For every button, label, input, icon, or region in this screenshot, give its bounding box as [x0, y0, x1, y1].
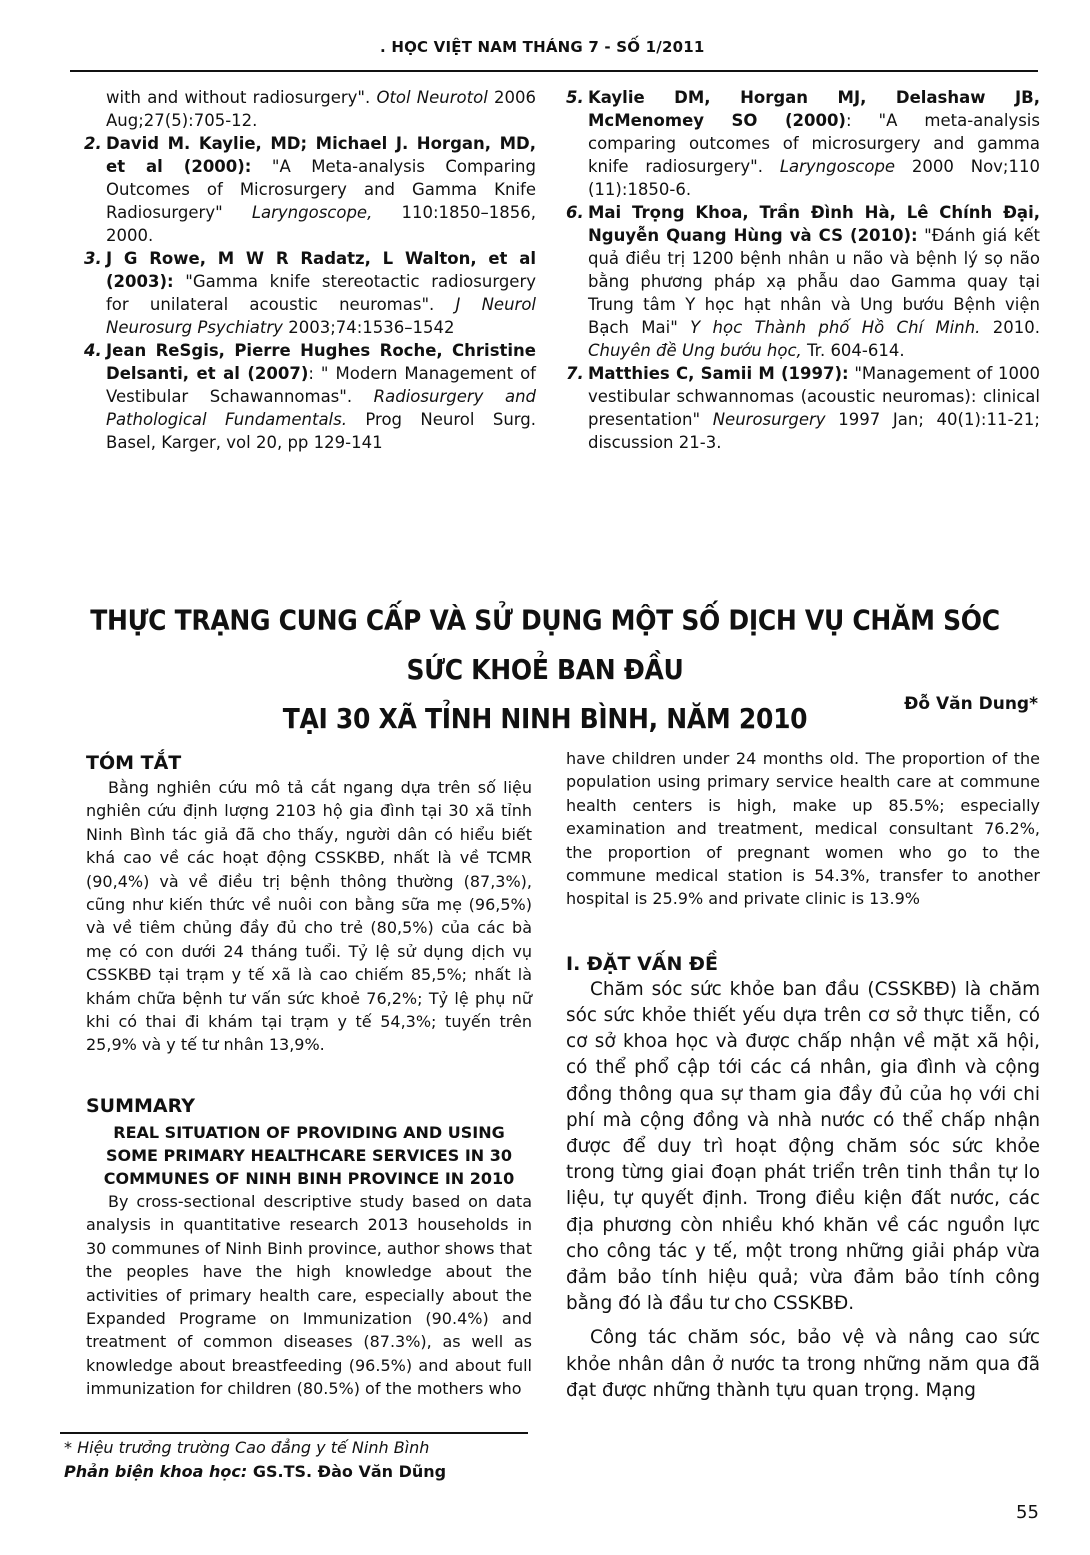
footnote — [64, 1436, 534, 1484]
footnote-reviewer — [64, 1460, 534, 1484]
summary-text-left: By cross-sectional descriptive study based on data analysis in quantitative research 2013 households in 30 communes of Ninh Binh province, author shows that the peoples have the high knowledge about the activities of primary health care, especially about the Expanded Programe on Immunization (90.4%) and treatment of common diseases (87.3%), as well as knowledge about breastfeeding (96.5%) and about full immunization for children (80.5%) of the mothers who — [86, 1191, 532, 1399]
page-number: 55 — [1016, 1502, 1039, 1523]
summary-title: REAL SITUATION OF PROVIDING AND USING SOME PRIMARY HEALTHCARE SERVICES IN 30 COMMUNES OF NINH BINH PROVINCE IN 2010 — [103, 1122, 515, 1188]
running-header: . HỌC VIỆT NAM THÁNG 7 - SỐ 1/2011 — [380, 38, 705, 56]
footnote-affiliation: * Hiệu trưởng trường Cao đẳng y tế Ninh Bình — [64, 1438, 430, 1457]
body-right-column — [566, 747, 1040, 1404]
section-1-heading: I. ĐẶT VẤN ĐỀ — [566, 952, 718, 975]
reference-4: 4. Jean ReSgis, Pierre Hughes Roche, Christine Delsanti, et al (2007): " Modern Management of Vestibular Schawannomas". Radiosurgery and Pathological Fundamentals. Prog Neurol Surg. Basel, Karger, vol 20, pp 129-141 — [84, 341, 537, 452]
footnote-rule — [60, 1432, 528, 1434]
section-1-paragraph-2: Công tác chăm sóc, bảo vệ và nâng cao sức khỏe nhân dân ở nước ta trong những năm qua đã đạt được những thành tựu quan trọng. Mạng — [566, 1327, 1040, 1401]
reference-6: 6. Mai Trọng Khoa, Trần Đình Hà, Lê Chính Đại, Nguyễn Quang Hùng và CS (2010): "Đánh giá kết quả điều trị 1200 bệnh nhân u não và bệnh lý sọ não bằng phương pháp xạ phẫu dao Gamma quay tại Trung tâm Y học hạt nhân và Ung bướu Bệnh viện Bạch Mai" Y học Thành phố Hồ Chí Minh. 2010. Chuyên đề Ung bướu học, Tr. 604-614. — [566, 203, 1041, 360]
summary-text-right: have children under 24 months old. The proportion of the population using primary service health care at commune health centers is high, make up 85.5%; especially examination and treatment, medical consultant 76.2%, the proportion of pregnant women who go to the commune medical station is 54.3%, transfer to another hospital is 25.9% and private clinic is 13.9% — [566, 749, 1040, 909]
footnote-reviewer-label: Phản biện khoa học: — [64, 1462, 248, 1481]
summary-heading: SUMMARY — [86, 1094, 195, 1117]
article-title-line-2: TẠI 30 XÃ TỈNH NINH BÌNH, NĂM 2010 — [282, 702, 808, 735]
reference-3: 3. J G Rowe, M W R Radatz, L Walton, et al (2003): "Gamma knife stereotactic radiosurgery for unilateral acoustic neuromas". J Neurol Neurosurg Psychiatry 2003;74:1536–1542 — [84, 249, 536, 337]
article-title — [60, 596, 1030, 744]
abstract-vi-text: Bằng nghiên cứu mô tả cắt ngang dựa trên số liệu nghiên cứu định lượng 2103 hộ gia đình tại 30 xã tỉnh Ninh Bình tác giả đã cho thấy, người dân có hiểu biết khá cao về các hoạt động CSSKBĐ, nhất là về TCMR (90,4%) và về điều trị bệnh thông thường (87,3%), cũng như kiến thức về nuôi con bằng sữa mẹ (96,5%) và về tiêm chủng đầy đủ cho trẻ (80,5%) của các bà mẹ có con dưới 24 tháng tuổi. Tỷ lệ sử dụng dịch vụ CSSKBĐ tại trạm y tế xã là cao chiếm 85,5%; nhất là khám chữa bệnh tư vấn sức khoẻ 76,2%; Tỷ lệ phụ nữ khi có thai đi khám tại trạm y tế 54,3%; tuyến trên 25,9% và y tế tư nhân 13,9%. — [86, 778, 532, 1055]
references-right — [566, 86, 1040, 454]
abstract-column — [86, 750, 532, 1401]
abstract-vi-heading: TÓM TẮT — [86, 752, 182, 774]
article-author: Đỗ Văn Dung* — [904, 694, 1038, 714]
reference-5: 5. Kaylie DM, Horgan MJ, Delashaw JB, McMenomey SO (2000): "A meta-analysis comparing outcomes of microsurgery and gamma knife radiosurgery". Laryngoscope 2000 Nov;110 (11):1850-6. — [566, 88, 1040, 199]
reference-1-continued: with and without radiosurgery". Otol Neurotol 2006 Aug;27(5):705-12. — [106, 88, 536, 130]
section-1-paragraph-1: Chăm sóc sức khỏe ban đầu (CSSKBĐ) là chăm sóc sức khỏe thiết yếu dựa trên cơ sở thực tiễn, có cơ sở khoa học và được chấp nhận về mặt xã hội, có thể phổ cập tới các cá nhân, gia đình và cộng đồng thông qua sự tham gia đầy đủ của họ với chi phí mà cộng đồng và nhà nước có thể chấp nhận được để duy trì hoạt động chăm sóc sức khỏe trong từng giai đoạn phát triển trên tinh thần tự lo liệu, tự quyết định. Trong điều kiện đất nước, các địa phương còn nhiều khó khăn về các nguồn lực cho công tác y tế, một trong những giải pháp vừa đảm bảo tính hiệu quả; vừa đảm bảo tính công bằng đó là đầu tư cho CSSKBĐ. — [566, 978, 1040, 1315]
footnote-reviewer-name: GS.TS. Đào Văn Dũng — [247, 1462, 447, 1481]
article-title-line-1: THỰC TRẠNG CUNG CẤP VÀ SỬ DỤNG MỘT SỐ DỊCH VỤ CHĂM SÓC SỨC KHOẺ BAN ĐẦU — [90, 603, 1000, 686]
reference-7: 7. Matthies C, Samii M (1997): "Management of 1000 vestibular schwannomas (acoustic neuromas): clinical presentation" Neurosurgery 1997 Jan; 40(1):11-21; discussion 21-3. — [566, 364, 1040, 452]
references-left — [84, 86, 536, 454]
reference-2: 2. David M. Kaylie, MD; Michael J. Horgan, MD, et al (2000): "A Meta-analysis Comparing Outcomes of Microsurgery and Gamma Knife Radiosurgery" Laryngoscope, 110:1850–1856, 2000. — [84, 134, 536, 245]
header-rule — [70, 70, 1038, 72]
